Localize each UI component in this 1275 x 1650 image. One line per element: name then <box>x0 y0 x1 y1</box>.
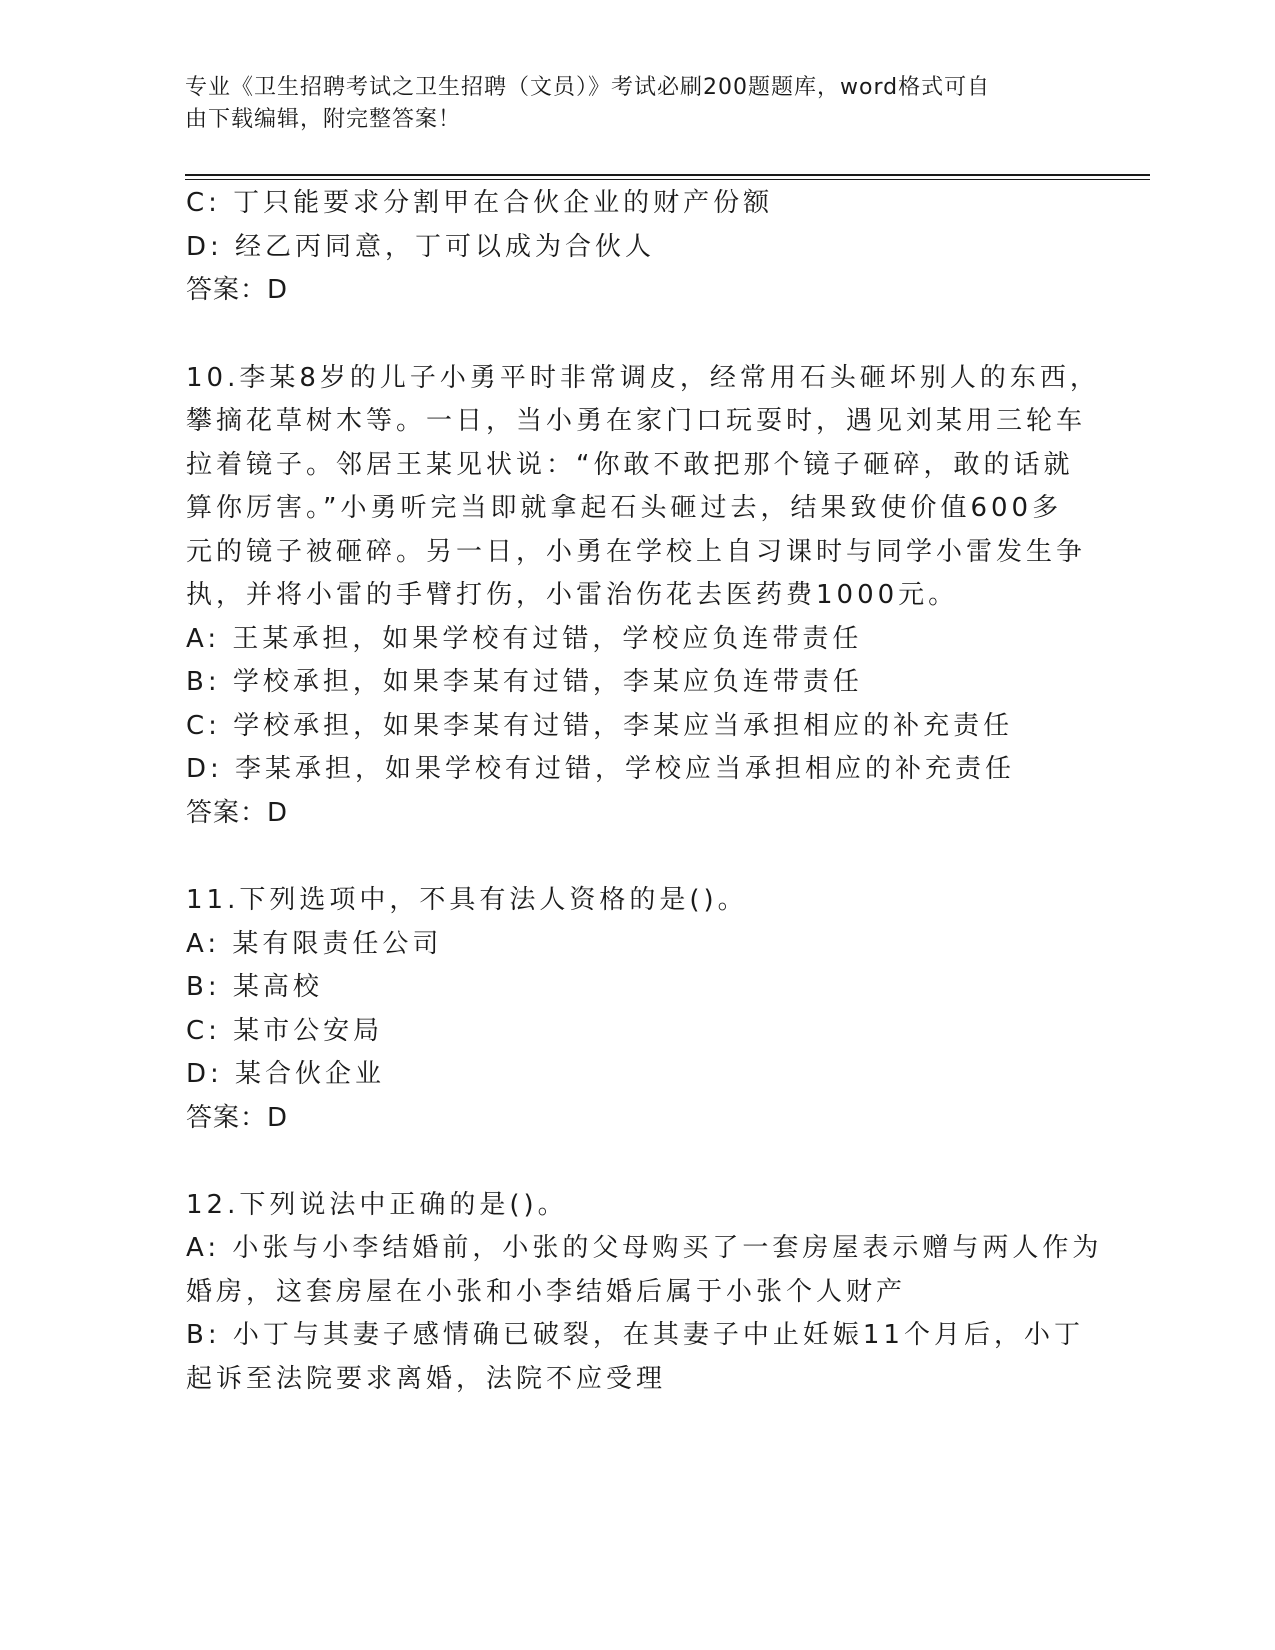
header-rule-thick <box>185 174 1150 176</box>
q10-stem-line-5: 元的镜子被砸碎。另一日，小勇在学校上自习课时与同学小雷发生争 <box>186 537 1087 567</box>
q11-option-c: C: 某市公安局 <box>186 1016 384 1046</box>
q11-option-a: A: 某有限责任公司 <box>186 929 443 959</box>
q11-answer: 答案：D <box>186 1103 289 1133</box>
q10-answer: 答案：D <box>186 798 289 828</box>
q11-stem: 11.下列选项中，不具有法人资格的是()。 <box>186 885 748 915</box>
q10-stem-line-6: 执，并将小雷的手臂打伤，小雷治伤花去医药费1000元。 <box>186 580 959 610</box>
q9-option-d: D: 经乙丙同意，丁可以成为合伙人 <box>186 232 656 262</box>
page-header <box>185 72 1065 136</box>
q10-stem-line-3: 拉着镜子。邻居王某见状说：“你敢不敢把那个镜子砸碎，敢的话就 <box>186 450 1074 480</box>
q12-option-a-line-1: A: 小张与小李结婚前，小张的父母购买了一套房屋表示赠与两人作为 <box>186 1233 1103 1263</box>
header-rule-thin <box>185 179 1150 180</box>
header-line-2: 由下载编辑，附完整答案！ <box>185 107 462 132</box>
q10-option-c: C: 学校承担，如果李某有过错，李某应当承担相应的补充责任 <box>186 711 1014 741</box>
q10-stem-line-1: 10.李某8岁的儿子小勇平时非常调皮，经常用石头砸坏别人的东西， <box>186 363 1100 393</box>
q10-stem-line-4: 算你厉害。”小勇听完当即就拿起石头砸过去，结果致使价值600多 <box>186 493 1063 523</box>
q10-option-a: A: 王某承担，如果学校有过错，学校应负连带责任 <box>186 624 863 654</box>
q12-stem: 12.下列说法中正确的是()。 <box>186 1190 568 1220</box>
q11-option-b: B: 某高校 <box>186 972 323 1002</box>
q9-option-c: C: 丁只能要求分割甲在合伙企业的财产份额 <box>186 188 774 218</box>
q12-option-b-line-1: B: 小丁与其妻子感情确已破裂，在其妻子中止妊娠11个月后，小丁 <box>186 1320 1084 1350</box>
q12-option-b-line-2: 起诉至法院要求离婚，法院不应受理 <box>186 1364 667 1394</box>
q10-option-b: B: 学校承担，如果李某有过错，李某应负连带责任 <box>186 667 863 697</box>
q10-option-d: D: 李某承担，如果学校有过错，学校应当承担相应的补充责任 <box>186 754 1016 784</box>
q10-stem-line-2: 攀摘花草树木等。一日，当小勇在家门口玩耍时，遇见刘某用三轮车 <box>186 406 1087 436</box>
q9-answer: 答案：D <box>186 275 289 305</box>
header-line-1: 专业《卫生招聘考试之卫生招聘（文员）》考试必刷200题题库，word格式可自 <box>185 75 991 100</box>
q12-option-a-line-2: 婚房，这套房屋在小张和小李结婚后属于小张个人财产 <box>186 1277 907 1307</box>
q11-option-d: D: 某合伙企业 <box>186 1059 386 1089</box>
